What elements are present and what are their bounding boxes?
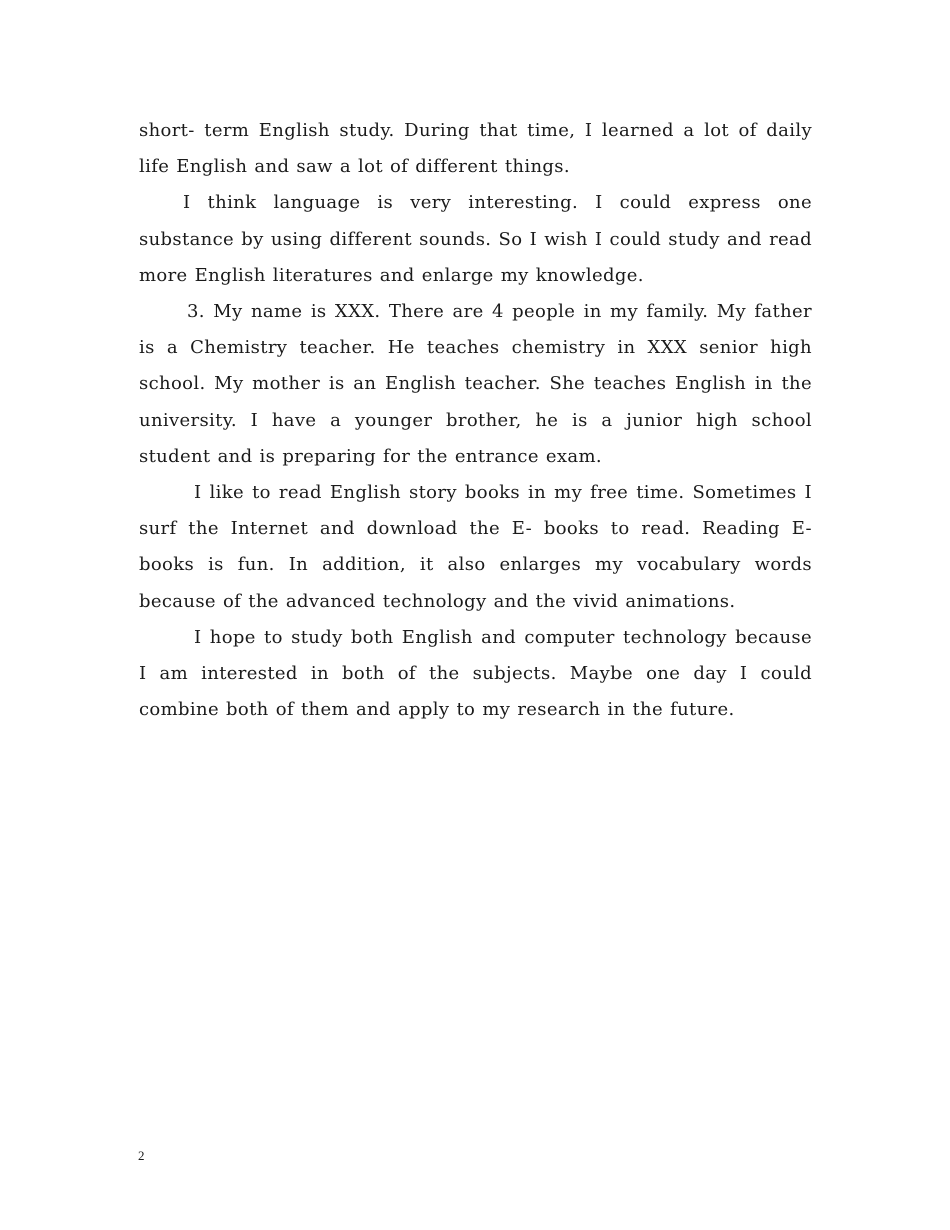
paragraph-continued-study: short- term English study. During that time, I learned a lot of daily life English and saw a lot of different things. (139, 120, 812, 178)
paragraph-reading-hobby: I like to read English story books in my free time. Sometimes I surf the Internet and download the E- books to read. Reading E- books is fun. In addition, it also enlarges my vocabulary words because of the advanced technology and the vivid animations. (139, 482, 812, 612)
paragraph-family: 3. My name is XXX. There are 4 people in my family. My father is a Chemistry teacher. He teaches chemistry in XXX senior high school. My mother is an English teacher. She teaches English in the university. I have a younger brother, he is a junior high school student and is preparing for the entrance exam. (139, 301, 812, 467)
document-body (139, 113, 812, 728)
paragraph-language-interest: I think language is very interesting. I could express one substance by using different sounds. So I wish I could study and read more English literatures and enlarge my knowledge. (139, 192, 812, 286)
page-number: 2 (138, 1148, 145, 1163)
paragraph-future-study: I hope to study both English and computer technology because I am interested in both of the subjects. Maybe one day I could combine both of them and apply to my research in the future. (139, 626, 812, 721)
